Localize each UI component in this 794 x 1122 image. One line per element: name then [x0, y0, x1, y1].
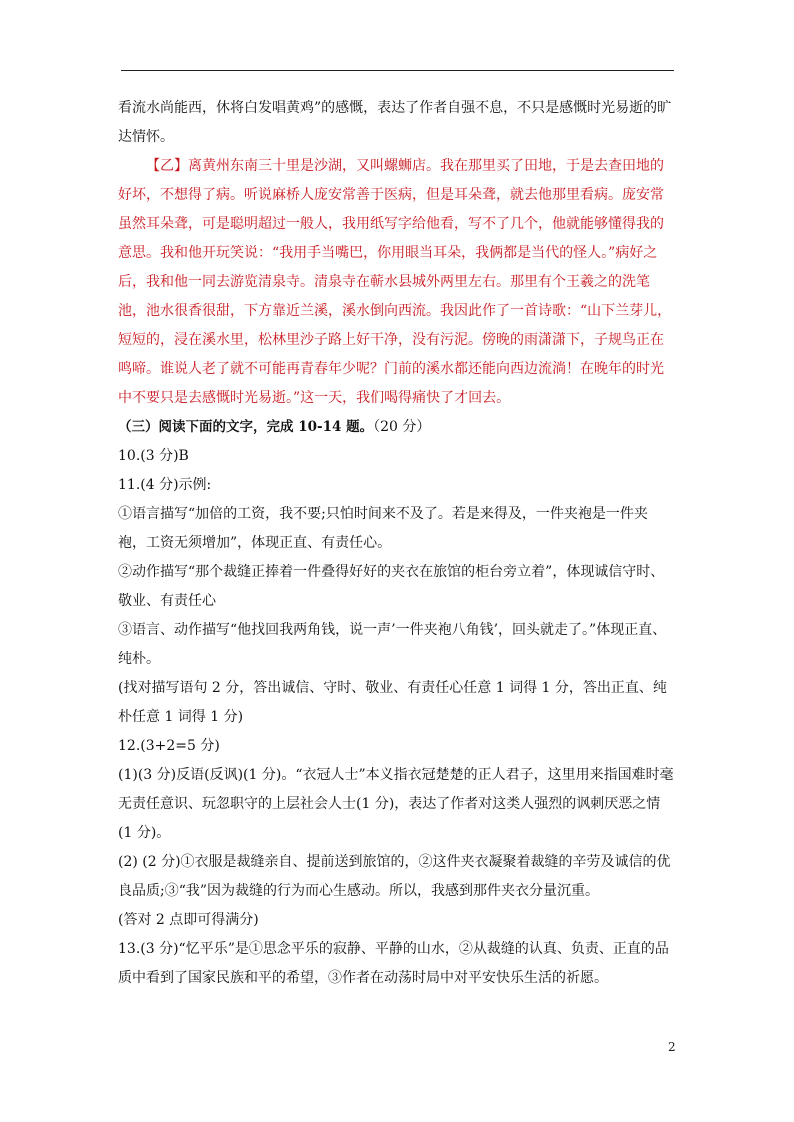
- section-label-yi: 【乙】: [146, 158, 188, 174]
- answer-11-item-3: ③语言、动作描写“他找回我两角钱，说一声’一件夹袍八角钱’，回头就走了。”体现正直、纯朴。: [118, 622, 667, 667]
- section-heading-3: [118, 413, 674, 442]
- answer-12-scoring: (答对 2 点即可得满分): [118, 912, 259, 928]
- document-body: [118, 94, 674, 993]
- answer-12-heading: 12.(3+2=5 分): [118, 738, 220, 754]
- section-heading-title: （三）阅读下面的文字，完成 10-14 题。: [118, 419, 374, 435]
- answer-10: 10.(3 分)B: [118, 448, 189, 464]
- translation-text: 离黄州东南三十里是沙湖，又叫螺蛳店。我在那里买了田地，于是去查田地的好坏，不想得了病。听说麻桥人庞安常善于医病，但是耳朵聋，就去他那里看病。庞安常虽然耳朵聋，可是聪明超过一般人，我用纸写字给他看，写不了几个，他就能够懂得我的意思。我和他开玩笑说：“我用手当嘴巴，你用眼当耳朵，我俩都是当代的怪人。”病好之后，我和他一同去游览清泉寺。清泉寺在蕲水县城外两里左右。那里有个王羲之的洗笔池，池水很香很甜，下方靠近兰溪，溪水倒向西流。我因此作了一首诗歌：“山下兰芽儿，短短的，浸在溪水里，松林里沙子路上好干净，没有污泥。傍晚的雨潇潇下，子规鸟正在鸣啼。谁说人老了就不可能再青春年少呢？门前的溪水都还能向西边流淌！在晚年的时光中不要只是去感慨时光易逝。”这一天，我们喝得痛快了才回去。: [118, 158, 672, 406]
- answer-13: 13.(3 分)“忆平乐”是①思念平乐的寂静、平静的山水，②从裁缝的认真、负责、正直的品质中看到了国家民族和平的希望，③作者在动荡时局中对平安快乐生活的祈愿。: [118, 941, 669, 986]
- section-heading-score: （20 分）: [373, 419, 431, 435]
- answer-12-part-2: (2) (2 分)①衣服是裁缝亲自、提前送到旅馆的，②这件夹衣凝聚着裁缝的辛劳及诚信的优良品质;③“我”因为裁缝的行为而心生感动。所以，我感到那件夹衣分量沉重。: [118, 854, 671, 899]
- answer-11-item-1: ①语言描写“加倍的工资，我不要;只怕时间来不及了。若是来得及，一件夹袍是一件夹袍，工资无须增加”，体现正直、有责任心。: [118, 506, 648, 551]
- header-rule: [121, 70, 674, 71]
- page-number: 2: [668, 1040, 676, 1054]
- paragraph-yi-translation: [118, 152, 674, 413]
- answer-11-item-2: ②动作描写“那个裁缝正捧着一件叠得好好的夹衣在旅馆的柜台旁立着”，体现诚信守时、敬业、有责任心: [118, 564, 665, 609]
- answer-12-part-1: (1)(3 分)反语(反讽)(1 分)。“衣冠人士”本义指衣冠楚楚的正人君子，这里用来指国难时毫无责任意识、玩忽职守的上层社会人士(1 分)，表达了作者对这类人强烈的讽刺厌恶之情(1 分)。: [118, 767, 674, 841]
- answer-11-heading: 11.(4 分)示例:: [118, 477, 212, 493]
- paragraph-jia-conclusion: 看流水尚能西，休将白发唱黄鸡”的感慨，表达了作者自强不息，不只是感慨时光易逝的旷达情怀。: [118, 100, 672, 145]
- answer-11-scoring: (找对描写语句 2 分，答出诚信、守时、敬业、有责任心任意 1 词得 1 分，答出正直、纯朴任意 1 词得 1 分): [118, 680, 667, 725]
